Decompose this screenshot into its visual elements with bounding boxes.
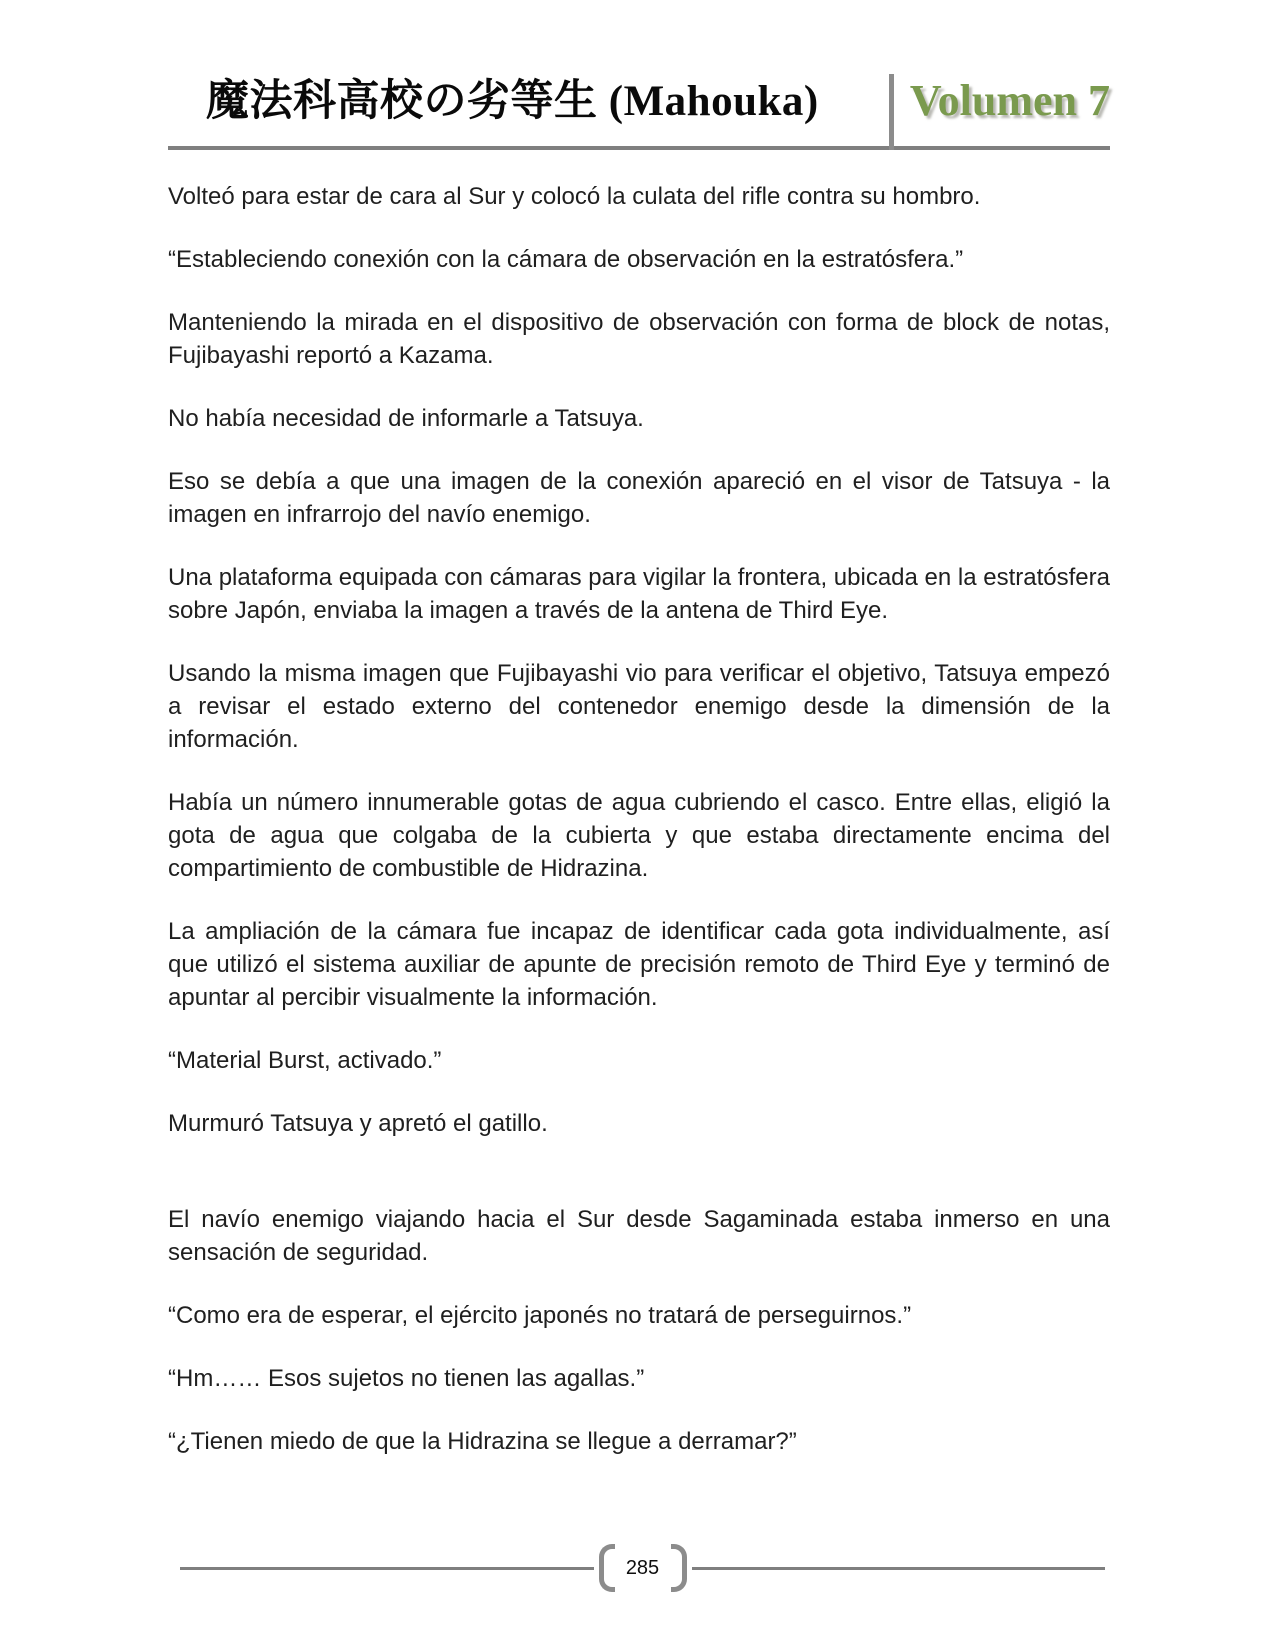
paragraph: Murmuró Tatsuya y apretó el gatillo. xyxy=(168,1110,548,1137)
paragraph: Volteó para estar de cara al Sur y colocó la culata del rifle contra su hombro. xyxy=(168,183,981,210)
paragraph: “Hm…… Esos sujetos no tienen las agallas.” xyxy=(168,1365,645,1392)
paragraph: Usando la misma imagen que Fujibayashi vio para verificar el objetivo, Tatsuya empezó a revisar el estado externo del contenedor enemigo desde la dimensión de la información. xyxy=(168,660,1110,753)
paragraph: No había necesidad de informarle a Tatsuya. xyxy=(168,405,644,432)
paragraph: “Estableciendo conexión con la cámara de observación en la estratósfera.” xyxy=(168,246,964,273)
paragraph: “¿Tienen miedo de que la Hidrazina se llegue a derramar?” xyxy=(168,1428,797,1455)
paragraph: El navío enemigo viajando hacia el Sur desde Sagaminada estaba inmerso en una sensación de seguridad. xyxy=(168,1206,1110,1266)
page-footer xyxy=(180,1544,1105,1592)
volume-label: Volumen 7 xyxy=(909,76,1110,125)
page-header xyxy=(168,74,1110,150)
page-body xyxy=(168,180,1110,1458)
header-divider-bar xyxy=(889,74,894,150)
paragraph: Eso se debía a que una imagen de la conexión apareció en el visor de Tatsuya - la imagen en infrarrojo del navío enemigo. xyxy=(168,468,1110,528)
page-number: 285 xyxy=(625,1556,660,1579)
paragraph: Manteniendo la mirada en el dispositivo de observación con forma de block de notas, Fujibayashi reportó a Kazama. xyxy=(168,309,1110,369)
footer-rule-left xyxy=(180,1567,594,1570)
paragraph: “Como era de esperar, el ejército japonés no tratará de perseguirnos.” xyxy=(168,1302,912,1329)
footer-rule-right xyxy=(692,1567,1106,1570)
paragraph: Había un número innumerable gotas de agua cubriendo el casco. Entre ellas, eligió la gota de agua que colgaba de la cubierta y que estaba directamente encima del compartimiento de combustible de Hidrazina. xyxy=(168,789,1110,882)
book-title: 魔法科高校の劣等生 (Mahouka) xyxy=(206,78,819,125)
paragraph: “Material Burst, activado.” xyxy=(168,1047,442,1074)
right-bracket-icon xyxy=(671,1544,687,1592)
left-bracket-icon xyxy=(599,1544,615,1592)
paragraph: La ampliación de la cámara fue incapaz de identificar cada gota individualmente, así que utilizó el sistema auxiliar de apunte de precisión remoto de Third Eye y terminó de apuntar al percibir visualmente la información. xyxy=(168,918,1110,1011)
paragraph: Una plataforma equipada con cámaras para vigilar la frontera, ubicada en la estratósfera sobre Japón, enviaba la imagen a través de la antena de Third Eye. xyxy=(168,564,1110,624)
